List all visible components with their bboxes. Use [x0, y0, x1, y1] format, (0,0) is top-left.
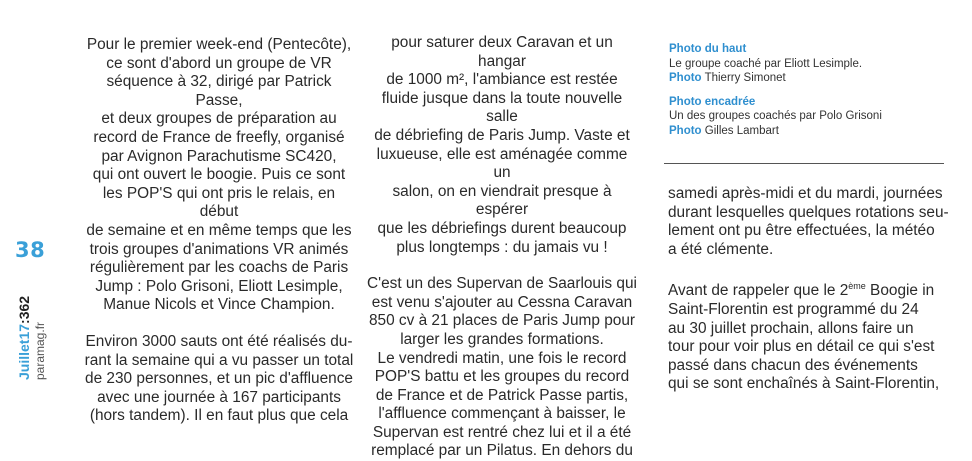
text-run: Avant de rappeler que le 2 [668, 282, 849, 300]
divider-rule [664, 163, 944, 164]
ordinal-superscript: ème [848, 281, 866, 292]
issue-label [16, 296, 32, 380]
site-url: paramag.fr [33, 321, 47, 380]
photo-credits [669, 42, 959, 147]
paragraph [668, 277, 968, 394]
photo-credit-inset [669, 95, 959, 139]
credit-author: Gilles Lambart [704, 124, 779, 137]
paragraph: samedi après-midi et du mardi, journées durant lesquelles quelques rotations seu- lement ont pu être effectuées, la météo a été clémente. [668, 185, 949, 258]
credit-label: Photo [669, 124, 702, 137]
paragraph: pour saturer deux Caravan et un hangar de 1000 m², l'ambiance est restée fluide jusque dans la toute nouvelle salle de débriefing de Paris Jump. Vaste et luxueuse, elle est aménagée comme un salon, on en viendrait presque à espérer que les débriefings durent beaucoup plus longtemps : du jamais vu ! [374, 34, 630, 256]
article-column-2 [367, 34, 637, 461]
paragraph: Pour le premier week-end (Pentecôte), ce sont d'abord un groupe de VR séquence à 32, dirigé par Patrick Passe, et deux groupes de préparation au record de France de freefly, organisé par Avignon Parachutisme SC420, qui ont ouvert le boogie. Puis ce sont les POP'S qui ont pris le relais, en début de semaine et en même temps que les trois groupes d'animations VR animés régulièrement par les coachs de Paris Jump : Polo Grisoni, Eliott Lesimple, Manue Nicols et Vince Champion. [86, 36, 352, 314]
credit-label: Photo [669, 72, 702, 84]
credit-heading: Photo encadrée [669, 95, 756, 108]
article-column-1 [84, 36, 354, 426]
paragraph: Environ 3000 sauts ont été réalisés du- rant la semaine qui a vu passer un total de 230 personnes, et un pic d'affluence avec une journée à 167 participants (hors tandem). Il en faut plus que cela [84, 332, 354, 425]
issue-separator: : [16, 319, 32, 324]
paragraph: C'est un des Supervan de Saarlouis qui est venu s'ajouter au Cessna Caravan 850 cv à 21 places de Paris Jump pour larger les grandes formations. Le vendredi matin, une fois le record POP'S battu et les groupes du record de France et de Patrick Passe partis, l'affluence commençant à baisser, le Supervan est rentré chez lui et il a été remplacé par un Pilatus. En dehors du [367, 275, 637, 460]
text-run: Boogie in Saint-Florentin est programmé du 24 au 30 juillet prochain, allons faire un tour pour voir plus en détail ce qui s'est passé dans chacun des événements qui se sont enchaînés à Saint-Florentin, [668, 282, 940, 393]
issue-month: Juillet17 [16, 323, 32, 380]
credit-caption: Un des groupes coachés par Polo Grisoni [669, 110, 882, 122]
article-column-3 [668, 185, 968, 394]
page-number: 38 [15, 238, 46, 262]
credit-caption: Le groupe coaché par Eliott Lesimple. [669, 57, 863, 70]
issue-number: 362 [16, 295, 32, 320]
credit-heading: Photo du haut [669, 43, 747, 55]
credit-author: Thierry Simonet [704, 72, 786, 84]
photo-credit-top [669, 42, 959, 86]
